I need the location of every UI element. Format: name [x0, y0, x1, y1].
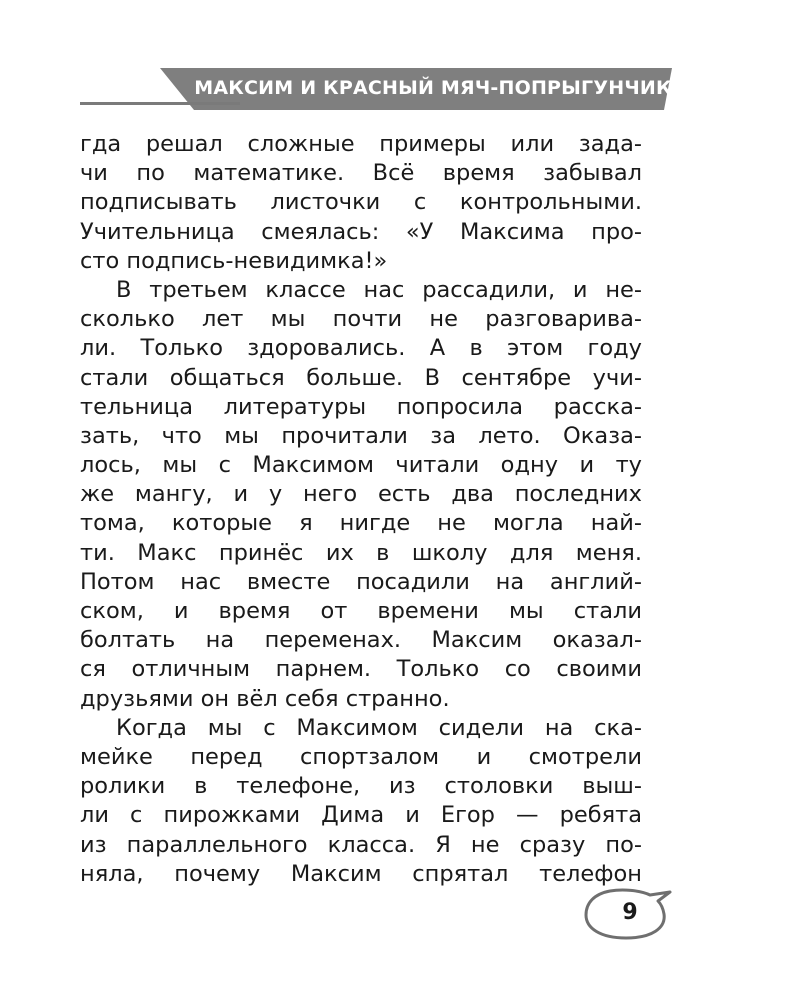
text-line: тельница литературы попросила расска- [80, 393, 642, 420]
text-line: сколько лет мы почти не разговарива- [80, 306, 642, 333]
text-line: тома, которые я нигде не могла най- [80, 510, 642, 537]
text-line: Потом нас вместе посадили на англий- [80, 568, 642, 595]
page-number: 9 [622, 900, 638, 925]
text-line: лось, мы с Максимом читали одну и ту [80, 452, 642, 479]
text-line: мейке перед спортзалом и смотрели [80, 743, 642, 770]
paragraph-start-line: В третьем классе нас рассадили, и не- [116, 276, 642, 303]
paragraph-start-line: Когда мы с Максимом сидели на ска- [116, 714, 642, 741]
text-line: ли. Только здоровались. А в этом году [80, 335, 642, 362]
text-line: няла, почему Максим спрятал телефон [80, 860, 642, 887]
text-line: гда решал сложные примеры или зада- [80, 131, 642, 157]
text-line: ся отличным парнем. Только со своими [80, 656, 642, 683]
text-line: подписывать листочки с контрольными. [80, 189, 642, 216]
text-line: зать, что мы прочитали за лето. Оказа- [80, 422, 642, 449]
page-number-badge [582, 886, 678, 944]
text-line: же мангу, и у него есть два последних [80, 481, 642, 508]
page-body [80, 130, 642, 889]
chapter-title: МАКСИМ И КРАСНЫЙ МЯЧ-ПОПРЫГУНЧИК [194, 77, 672, 99]
text-line: из параллельного класса. Я не сразу по- [80, 831, 642, 858]
text-line: чи по математике. Всё время забывал [80, 160, 642, 187]
text-line: ролики в телефоне, из столовки выш- [80, 773, 642, 800]
text-line: ли с пирожками Дима и Егор — ребята [80, 802, 642, 829]
text-line: ском, и время от времени мы стали [80, 598, 642, 624]
text-line: стали общаться больше. В сентябре учи- [80, 364, 642, 391]
text-line: Учительница смеялась: «У Максима про- [80, 218, 642, 245]
text-line: болтать на переменах. Максим оказал- [80, 627, 642, 654]
text-line: сто подпись-невидимка!» [80, 247, 388, 274]
text-line: ти. Макс принёс их в школу для меня. [80, 539, 642, 566]
text-line: друзьями он вёл себя странно. [80, 685, 450, 712]
header-divider [80, 102, 240, 105]
